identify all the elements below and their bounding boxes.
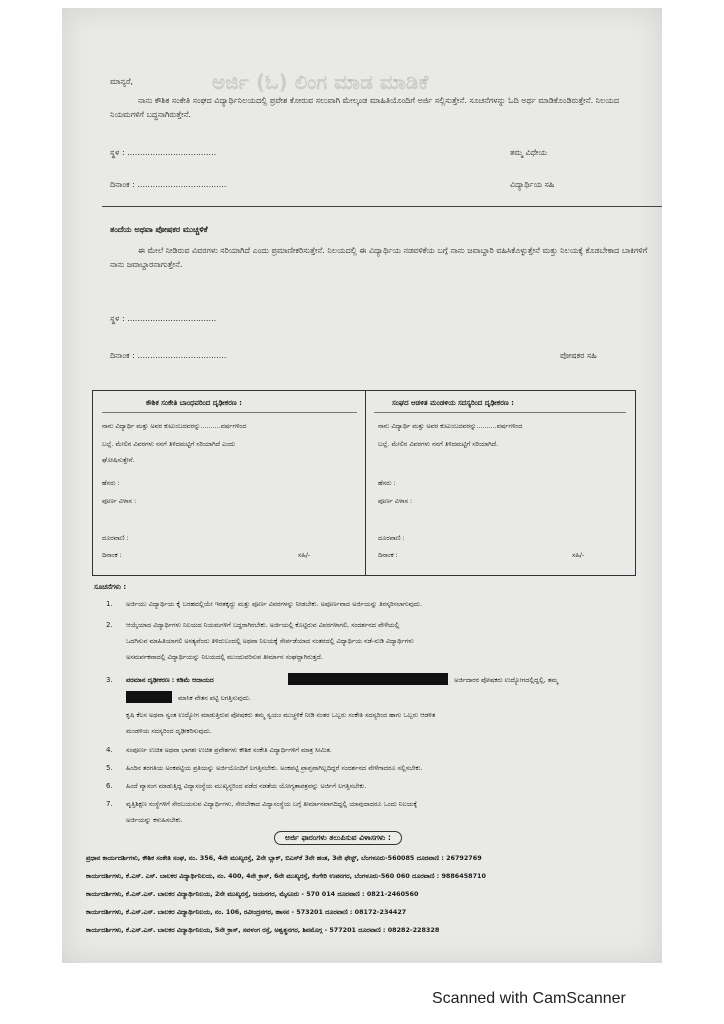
instructions-heading: ಸೂಚನೆಗಳು :: [94, 583, 127, 591]
left-signature-label: ಸಹಿ/-: [298, 551, 311, 559]
right-name-field[interactable]: ಹೆಸರು :: [378, 479, 396, 487]
right-box-text-1: ನಾನು ವಿದ್ಯಾರ್ಥಿ ಮತ್ತು ಅವರ ಕುಟುಂಬದವರನ್ನು..........ವರ್ಷಗಳಿಂದ: [378, 422, 523, 430]
instruction-number: 7.: [106, 800, 113, 808]
address-line: ಕಾರ್ಯದರ್ಶಿಗಳು, ಕೆ.ಎಸ್.ಎಸ್. ಬಾಲಕರ ವಿದ್ಯಾರ್ಥಿನಿಲಯ, 2ನೇ ಮುಖ್ಯರಸ್ತೆ, ಜಯನಗರ, ಮೈಸೂರು - 570 014 ದೂರವಾಣಿ : 0821-2460560: [86, 890, 419, 898]
date-field[interactable]: ದಿನಾಂಕ : ...................................: [110, 180, 227, 189]
address-line: ಕಾರ್ಯದರ್ಶಿಗಳು, ಕೆ.ಎಸ್.ಎಸ್. ಬಾಲಕರ ವಿದ್ಯಾರ್ಥಿನಿಲಯ, 5ನೇ ಕ್ರಾಸ್, ಸವಳಂಗ ರಸ್ತೆ, ಅಶ್ವತ್ಥನಗರ, ಶಿವಮೊಗ್ಗ - 577201 ದೂರವಾಣಿ : 08282-228328: [86, 926, 440, 934]
instruction-number: 5.: [106, 764, 113, 772]
instruction-line: ಹಿಂದೆ ವ್ಯಾಸಂಗ ಮಾಡುತ್ತಿದ್ದ ವಿದ್ಯಾಸಂಸ್ಥೆಯ ಮುಖ್ಯಸ್ಥರಿಂದ ಪಡೆದ ನಡತೆಯ ಯೋಗ್ಯತಾಪತ್ರವನ್ನು ಅರ್ಜಿಗೆ ಲಗತ್ತಿಸಬೇಕು.: [126, 782, 367, 790]
parent-signature-label: ಪೋಷಕರ ಸಹಿ: [560, 351, 597, 360]
guardian-heading: ತಂದೆಯ ಅಥವಾ ಪೋಷಕರ ಮುಚ್ಚಳಿಕೆ: [110, 225, 208, 234]
instruction-line: ಅರ್ಜಿಯನ್ನು ಕಳುಹಿಸಬೇಕು.: [126, 816, 183, 824]
scanned-form-page: [62, 8, 662, 963]
address-line: ಕಾರ್ಯದರ್ಶಿಗಳು, ಕೆ.ಎಸ್. ಎಸ್. ಬಾಲಕರ ವಿದ್ಯಾರ್ಥಿನಿಲಯ, ನಂ. 400, 4ನೇ ಕ್ರಾಸ್, 6ನೇ ಮುಖ್ಯರಸ್ತೆ, ಕೆಂಗೇರಿ ಉಪನಗರ, ಬೆಂಗಳೂರು-560 060 ದೂರವಾಣಿ : 9886458710: [86, 872, 486, 880]
instruction-line: ಒದಗಿಸುವ ಮಾಹಿತಿಯಾಗಲಿ ಅಸತ್ಯವೆಂದು ತಿಳಿದುಬಂದಲ್ಲಿ ಅಥವಾ ನಿಲಯಕ್ಕೆ ಸೇರ್ಪಡೆಯಾದ ನಂತರದಲ್ಲಿ ವಿದ್ಯಾರ್ಥಿಯ ನಡೆ-ನುಡಿ ವಿದ್ಯಾರ್ಥಿಗಳು: [126, 637, 414, 645]
left-box-text-1: ನಾನು ವಿದ್ಯಾರ್ಥಿ ಮತ್ತು ಅವರ ಕುಟುಂಬದವರನ್ನು..........ವರ್ಷಗಳಿಂದ: [102, 422, 247, 430]
bleed-through-artifact: ಅರ್ಜಿ (ಓ) ಲಿಂಗ ಮಾಡ ಮಾಡಿಕೆ: [212, 70, 429, 94]
instruction-number: 3.: [106, 676, 113, 684]
guardian-paragraph: ಈ ಮೇಲೆ ನೀಡಿರುವ ವಿವರಗಳು ಸರಿಯಾಗಿದೆ ಎಂದು ಪ್ರಮಾಣೀಕರಿಸುತ್ತೇನೆ. ನಿಲಯದಲ್ಲಿ ಈ ವಿದ್ಯಾರ್ಥಿಯ ನಡವಳಿಕೆಯ ಬಗ್ಗೆ ನಾನು ಜವಾಬ್ದಾರಿ ವಹಿಸಿಕೊಳ್ಳುತ್ತೇನೆ ಮತ್ತು ನಿಲಯಕ್ಕೆ ಕೊಡಬೇಕಾದ ಬಾಕಿಗಳಿಗೆ ನಾನು ಜವಾಬ್ದಾರನಾಗುತ್ತೇನೆ.: [110, 246, 648, 269]
left-box-text-2: ಬಲ್ಲೆ. ಮೇಲಿನ ವಿವರಗಳು ನನಗೆ ತಿಳಿದಮಟ್ಟಿಗೆ ಸರಿಯಾಗಿದೆ ಎಂದು: [102, 440, 236, 448]
left-name-field[interactable]: ಹೆಸರು :: [102, 479, 120, 487]
salutation: ಮಾನ್ಯರೆ,: [110, 77, 134, 86]
request-paragraph: ನಾನು ಕೌಶಿಕ ಸಂಕೇತಿ ಸಂಘದ ವಿದ್ಯಾರ್ಥಿನಿಲಯದಲ್ಲಿ ಪ್ರವೇಶ ಕೋರುವ ಸಲುವಾಗಿ ಮೇಲ್ಕಂಡ ಮಾಹಿತಿಯೊಂದಿಗೆ ಅರ್ಜಿ ಸಲ್ಲಿಸುತ್ತೇನೆ. ಸೂಚನೆಗಳನ್ನು ಓದಿ ಅರ್ಥ ಮಾಡಿಕೊಂಡಿರುತ್ತೇನೆ. ನಿಲಯದ ನಿಯಮಗಳಿಗೆ ಬದ್ಧನಾಗಿರುತ್ತೇನೆ.: [110, 96, 620, 119]
instruction-line: ಮಾಸಿಕ ವೇತನ ಪಟ್ಟಿ ಲಗತ್ತಿಸುವುದು.: [178, 694, 251, 702]
right-address-field[interactable]: ಪೂರ್ಣ ವಿಳಾಸ :: [378, 497, 413, 505]
address-line: ಪ್ರಧಾನ ಕಾರ್ಯದರ್ಶಿಗಳು, ಕೌಶಿಕ ಸಂಕೇತಿ ಸಂಘ, ನಂ. 356, 4ನೇ ಮುಖ್ಯರಸ್ತೆ, 2ನೇ ಬ್ಲಾಕ್, ಬಿಎಸ್‌ಕೆ 3ನೇ ಹಂತ, 3ನೇ ಫೇಸ್ಟ್, ಬೆಂಗಳೂರು-560085 ದೂರವಾಣಿ : 26792769: [86, 854, 482, 862]
instruction-line: ಸಂಪೂರ್ಣ ಉಚಿತ ಅಥವಾ ಭಾಗಶಃ ಉಚಿತ ಪ್ರವೇಶಗಳು ಕೌಶಿಕ ಸಂಕೇತಿ ವಿದ್ಯಾರ್ಥಿಗಳಿಗೆ ಮಾತ್ರ ಸೀಮಿತ.: [126, 746, 332, 754]
left-box-heading: ಕೌಶಿಕ ಸಂಕೇತಿ ಬಾಂಧವರಿಂದ ದೃಢೀಕರಣ :: [146, 399, 242, 407]
place-field[interactable]: ಸ್ಥಳ : ...................................: [110, 148, 217, 157]
redaction-bar: [126, 691, 172, 703]
instruction-number: 6.: [106, 782, 113, 790]
right-box-heading: ಸಂಘದ ಆಡಳಿತ ಮಂಡಳಿಯ ಸದಸ್ಯರಿಂದ ದೃಢೀಕರಣ :: [392, 399, 514, 407]
instruction-line: ಅರ್ಜಿದಾರರ ಪೋಷಕರು ಉದ್ಯೋಗದಲ್ಲಿದ್ದಲ್ಲಿ, ತಮ್ಮ: [454, 676, 559, 684]
instruction-line: ಅಸಮರ್ಪಕವಾದಲ್ಲಿ ವಿದ್ಯಾರ್ಥಿಯನ್ನು ನಿಲಯದಲ್ಲಿ ಮುಂದುವರಿಸುವ ತೀರ್ಮಾನ ಸಂಘದ್ದಾಗಿರುತ್ತದೆ.: [126, 653, 323, 661]
left-date-field[interactable]: ದಿನಾಂಕ :: [102, 551, 122, 559]
instruction-line: ವೃತ್ತಿಶಿಕ್ಷಣ ಸಂಸ್ಥೆಗಳಿಗೆ ಸೇರಬಯಸುವ ವಿದ್ಯಾರ್ಥಿಗಳು, ಸೇರಬೇಕಾದ ವಿದ್ಯಾಸಂಸ್ಥೆಯ ಬಗ್ಗೆ ತೀರ್ಮಾನವಾಗದಿದ್ದಲ್ಲಿ ಯಾವುದಾದರೂ ಒಂದು ನಿಲಯಕ್ಕೆ: [126, 800, 418, 808]
guardian-date-field[interactable]: ದಿನಾಂಕ : ...................................: [110, 351, 227, 360]
address-line: ಕಾರ್ಯದರ್ಶಿಗಳು, ಕೆ.ಎಸ್.ಎಸ್. ಬಾಲಕರ ವಿದ್ಯಾರ್ಥಿನಿಲಯ, ನಂ. 106, ರವೀಂದ್ರನಗರ, ಹಾಸನ - 573201 ದೂರವಾಣಿ : 08172-234427: [86, 908, 407, 916]
instruction-line: ಕೃಷಿ ಕೆಲಸ ಅಥವಾ ಸ್ವಂತ ಉದ್ಯೋಗ ಮಾಡುತ್ತಿರುವ ಪೋಷಕರು ತಮ್ಮ ಸ್ವಯಂ ಮುಚ್ಚಳಿಕೆ ನೀಡಿ ನಂತರ ಒಬ್ಬರು ಸಂಕೇತಿ ಸದಸ್ಯರಿಂದ ಹಾಗು ಒಬ್ಬರು ಆಡಳಿತ: [126, 711, 436, 719]
left-heading-rule: [102, 412, 357, 413]
guardian-place-field[interactable]: ಸ್ಥಳ : ...................................: [110, 314, 217, 323]
right-date-field[interactable]: ದಿನಾಂಕ :: [378, 551, 398, 559]
student-signature-label: ವಿದ್ಯಾರ್ಥಿಯ ಸಹಿ: [510, 180, 555, 189]
attestation-boxes: [92, 390, 636, 576]
instruction-number: 2.: [106, 621, 113, 629]
obedient-label: ತಮ್ಮ ವಿಧೇಯ: [510, 148, 547, 157]
instruction-line: ಮಂಡಳಿಯ ಸದಸ್ಯರಿಂದ ದೃಢೀಕರಿಸುವುದು.: [126, 727, 212, 735]
box-divider: [365, 390, 366, 576]
instruction-line: ಆಯ್ಕೆಯಾದ ವಿದ್ಯಾರ್ಥಿಗಳು ನಿಲಯದ ನಿಯಮಗಳಿಗೆ ಬದ್ಧರಾಗಿರಬೇಕು. ಅರ್ಜಿಯಲ್ಲಿ ಕೊಟ್ಟಿರುವ ವಿವರಗಳಾಗಲಿ, ಸಂದರ್ಶನದ ವೇಳೆಯಲ್ಲಿ: [126, 621, 400, 629]
redaction-bar: [288, 673, 448, 685]
right-signature-label: ಸಹಿ/-: [572, 551, 585, 559]
instruction-line: ಹಿಂದಿನ ತರಗತಿಯ ಅಂಕಪಟ್ಟಿಯ ಪ್ರತಿಯನ್ನು ಅರ್ಜಿಯೊಂದಿಗೆ ಲಗತ್ತಿಸಬೇಕು. ಅಂಕಪಟ್ಟಿ ಪ್ರಾಪ್ತವಾಗಿಲ್ಲದಿದ್ದರೆ ಸಂದರ್ಶನದ ವೇಳೆಗಾದರೂ ಸಲ್ಲಿಸಬೇಕು.: [126, 764, 423, 772]
left-phone-field[interactable]: ದೂರವಾಣಿ :: [102, 534, 129, 542]
instruction-number: 4.: [106, 746, 113, 754]
instruction-number: 1.: [106, 600, 113, 608]
camscanner-watermark: Scanned with CamScanner: [432, 990, 626, 1007]
instruction-line: ಅರ್ಜಿಯು ವಿದ್ಯಾರ್ಥಿಯ ಕೈ ಬರಹದಲ್ಲಿಯೇ ಇರತಕ್ಕದ್ದು ಮತ್ತು ಪೂರ್ಣ ವಿವರಗಳನ್ನು ನೀಡಬೇಕು. ಅಪೂರ್ಣವಾದ ಅರ್ಜಿಯನ್ನು ತಿರಸ್ಕರಿಸಲಾಗುವುದು.: [126, 600, 423, 608]
right-phone-field[interactable]: ದೂರವಾಣಿ :: [378, 534, 405, 542]
right-box-text-2: ಬಲ್ಲೆ. ಮೇಲಿನ ವಿವರಗಳು ನನಗೆ ತಿಳಿದಮಟ್ಟಿಗೆ ಸರಿಯಾಗಿದೆ.: [378, 440, 499, 448]
section-divider: [102, 206, 662, 207]
left-address-field[interactable]: ಪೂರ್ಣ ವಿಳಾಸ :: [102, 497, 137, 505]
addresses-heading: ಅರ್ಜಿ ಫಾರಂಗಳು ತಲುಪಿಸುವ ವಿಳಾಸಗಳು :: [274, 831, 402, 845]
instruction-line: ವರಮಾನ ದೃಢೀಕರಣ : ಕಡಿಮೆ ಆದಾಯದ: [126, 676, 214, 684]
left-box-text-3: ಘೋಷಿಸುತ್ತೇನೆ.: [102, 456, 135, 464]
right-heading-rule: [374, 412, 626, 413]
